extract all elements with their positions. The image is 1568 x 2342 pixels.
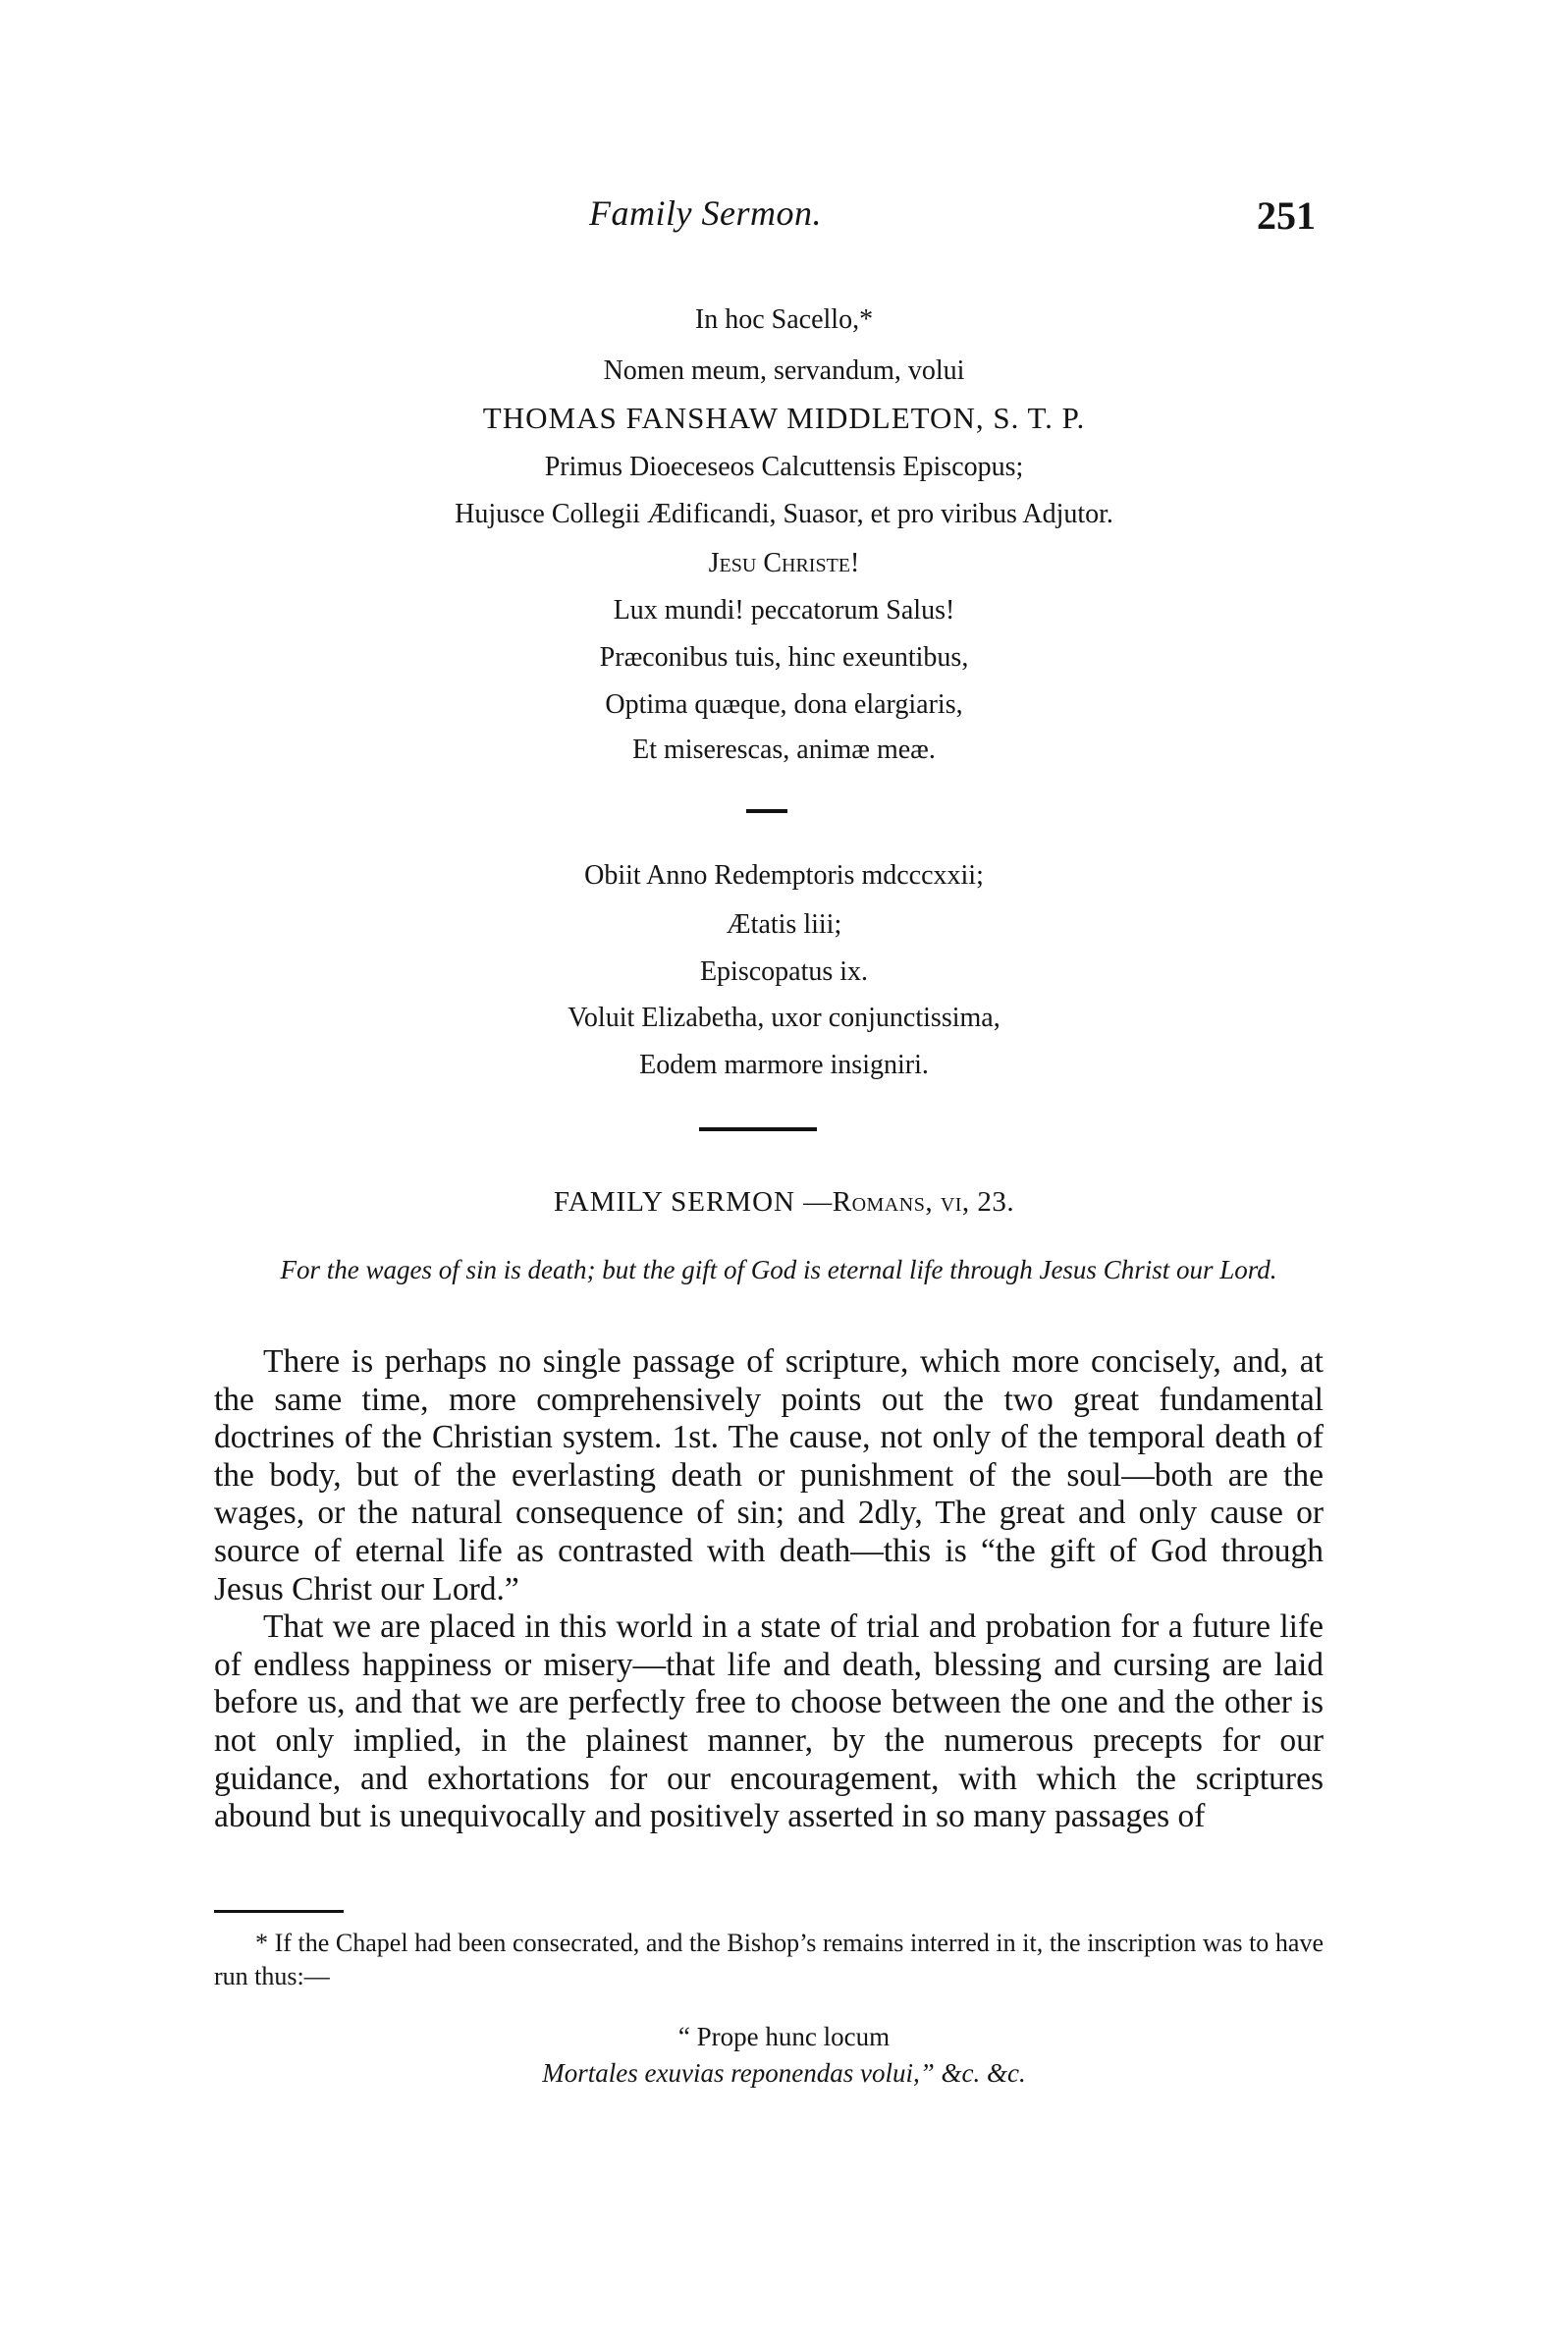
inscription-line: Jesu Christe! <box>708 548 860 578</box>
inscription-line: In hoc Sacello,* <box>694 304 874 335</box>
inscription-line: Hujusce Collegii Ædificandi, Suasor, et pro viribus Adjutor. <box>455 499 1113 529</box>
inscription-line: Præconibus tuis, hinc exeuntibus, <box>599 642 969 673</box>
page-header <box>206 192 1345 251</box>
sermon-title: FAMILY SERMON <box>553 1186 795 1218</box>
sermon-heading <box>0 1186 1568 1219</box>
epitaph-line: Voluit Elizabetha, uxor conjunctissima, <box>568 1003 1000 1033</box>
inscription-line: Primus Dioeceseos Calcuttensis Episcopus; <box>544 452 1024 482</box>
footnote-quote-line: “ Prope hunc locum <box>677 2022 891 2051</box>
inscription-line: Optima quæque, dona elargiaris, <box>605 689 963 720</box>
inscription-line: Et miserescas, animæ meæ. <box>632 735 936 765</box>
epitaph-line: Obiit Anno Redemptoris mdcccxxii; <box>584 860 984 891</box>
epitaph-line: Eodem marmore insigniri. <box>639 1050 929 1080</box>
paragraph: That we are placed in this world in a state of trial and probation for a future life of endless happiness or misery—that life and death, blessing and cursing are laid before us, and that we are perfectly free to choose between the one and the other is not only implied, in the plainest manner, by the numerous precepts for our guidance, and exhortations for our encouragement, with which the scriptures abound but is unequivocally and positively asserted in so many passages of <box>214 1608 1324 1835</box>
footnote-text: * If the Chapel had been consecrated, and the Bishop’s remains interred in it, the inscription was to have run thus:— <box>214 1929 1324 1990</box>
footnote-rule <box>214 1910 344 1913</box>
inscription-name-line: THOMAS FANSHAW MIDDLETON, S. T. P. <box>482 401 1086 435</box>
sermon-text-verse: For the wages of sin is death; but the gift of God is eternal life through Jesus Christ our Lord. <box>280 1255 1277 1284</box>
running-title: Family Sermon. <box>589 193 822 233</box>
epitaph-line: Episcopatus ix. <box>699 956 869 987</box>
scripture-reference: —Romans, vi, 23. <box>803 1186 1015 1218</box>
footnote-quote-line: Mortales exuvias reponendas volui,” &c. &c. <box>542 2058 1026 2088</box>
footnote-quote <box>0 2019 1568 2092</box>
page-number: 251 <box>1257 193 1316 238</box>
paragraph: There is perhaps no single passage of scripture, which more concisely, and, at the same time, more comprehensively points out the two great fundamental doctrines of the Christian system. 1st. The cause, not only of the temporal death of the body, but of the everlasting death or punishment of the soul—both are the wages, or the natural consequence of sin; and 2dly, The great and only cause or source of eternal life as contrasted with death—this is “the gift of God through Jesus Christ our Lord.” <box>214 1343 1324 1607</box>
inscription-line: Nomen meum, servandum, volui <box>603 355 965 386</box>
epitaph-line: Ætatis liii; <box>726 909 842 940</box>
short-rule <box>746 809 787 813</box>
section-rule <box>699 1127 817 1131</box>
inscription-line: Lux mundi! peccatorum Salus! <box>613 595 955 626</box>
sermon-body <box>214 1343 1324 1836</box>
footnote <box>214 1927 1324 1993</box>
